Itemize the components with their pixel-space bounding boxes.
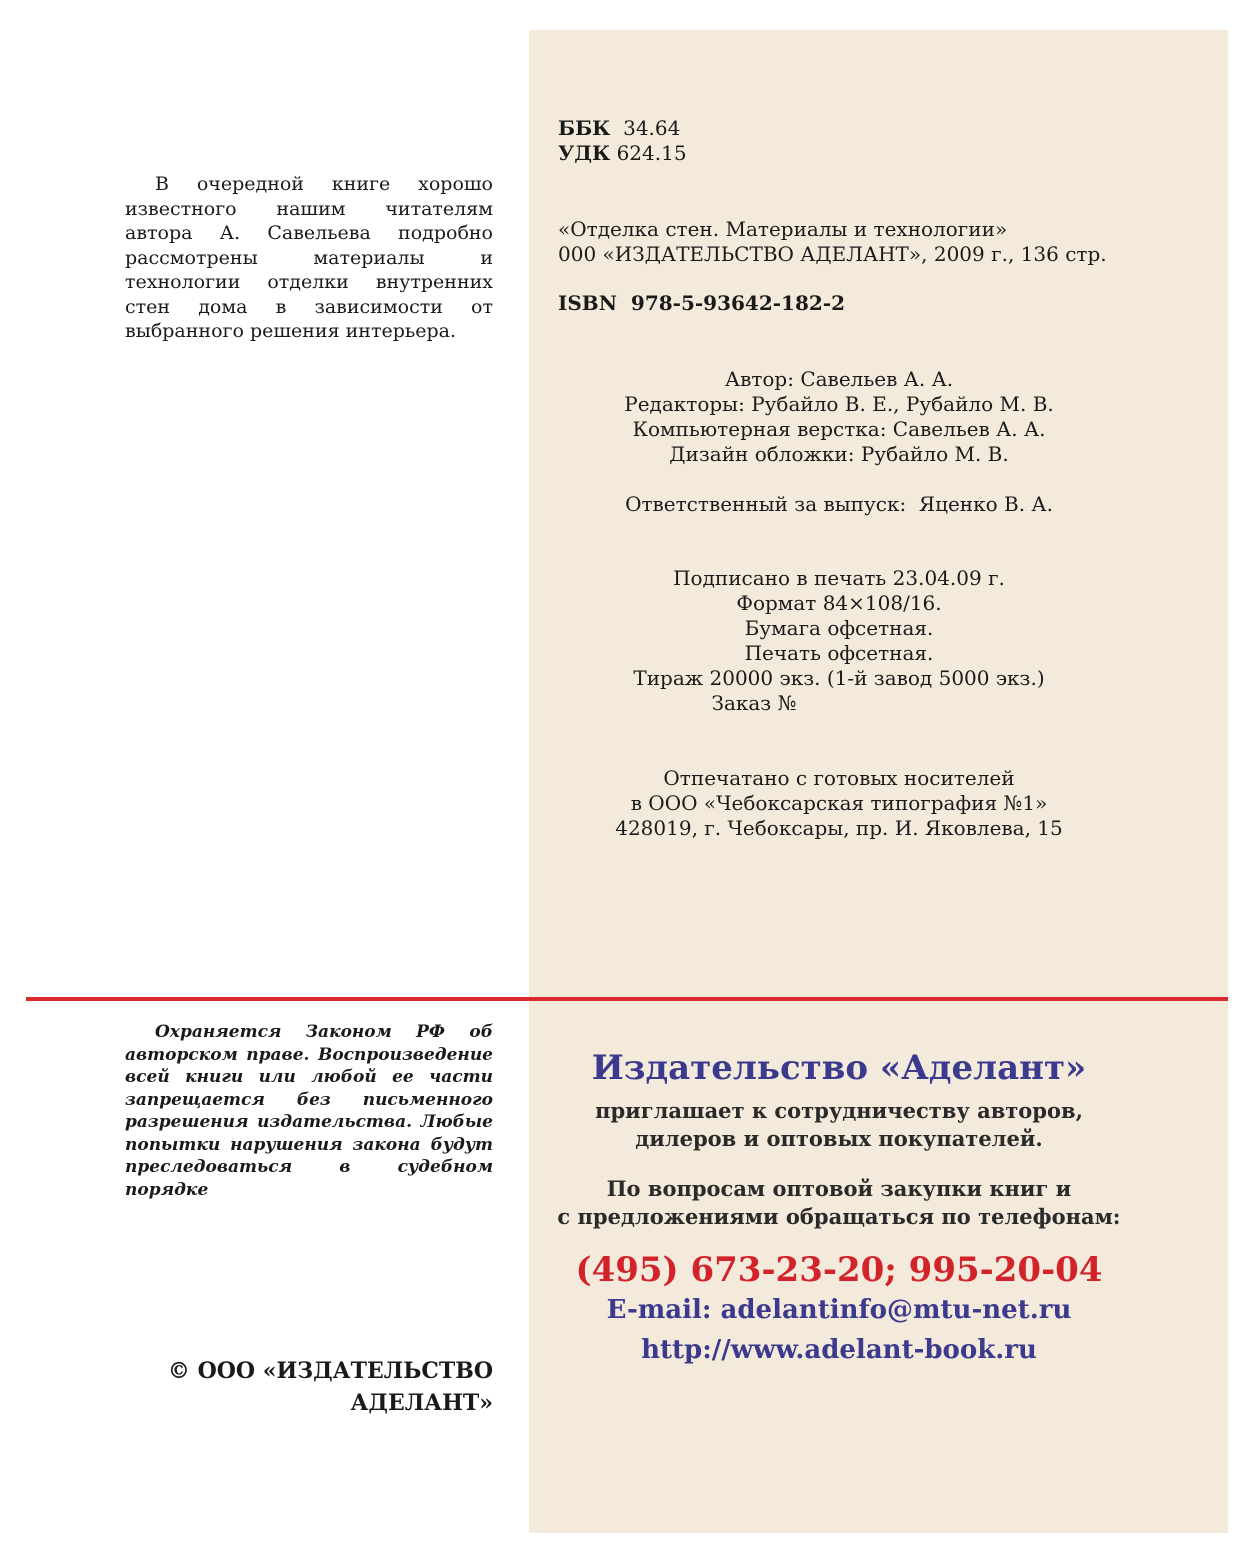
printed-by-line-1: Отпечатано с готовых носителей	[663, 766, 1015, 790]
print-info-block	[529, 566, 1149, 716]
ad-invite-line-2: дилеров и оптовых покупателей.	[635, 1126, 1043, 1151]
ad-invite-line-1: приглашает к сотрудничеству авторов,	[595, 1098, 1083, 1123]
print-run: Тираж 20000 экз. (1-й завод 5000 экз.)	[633, 666, 1045, 690]
publisher-ad-contact	[529, 1175, 1149, 1231]
print-paper: Бумага офсетная.	[744, 616, 934, 640]
publisher-email: E-mail: adelantinfo@mtu-net.ru	[606, 1295, 1072, 1325]
credit-editors: Редакторы: Рубайло В. Е., Рубайло М. В.	[624, 392, 1054, 416]
bbk-value: 34.64	[623, 116, 681, 140]
publisher-website: http://www.adelant-book.ru	[641, 1335, 1037, 1365]
copyright-holder: © ООО «ИЗДАТЕЛЬСТВО АДЕЛАНТ»	[167, 1358, 493, 1416]
print-signed-date: Подписано в печать 23.04.09 г.	[673, 566, 1005, 590]
printed-by-block	[529, 766, 1149, 841]
bbk-label: ББК	[558, 116, 611, 140]
credit-author: Автор: Савельев А. А.	[724, 367, 954, 391]
print-method: Печать офсетная.	[744, 641, 934, 665]
isbn: ISBN 978-5-93642-182-2	[558, 291, 846, 315]
ad-contact-line-2: с предложениями обращаться по телефонам:	[557, 1204, 1121, 1229]
publisher-ad-title: Издательство «Аделант»	[591, 1048, 1087, 1088]
publisher-ad-invite	[529, 1097, 1149, 1153]
credit-layout: Компьютерная верстка: Савельев А. А.	[632, 417, 1046, 441]
book-abstract: В очередной книге хорошо известного нашим читателям автора А. Савельева подробно рассмотрены материалы и технологии отделки внутренних стен дома в зависимости от выбранного решения интерьера.	[125, 173, 493, 342]
printed-by-address: 428019, г. Чебоксары, пр. И. Яковлева, 15	[615, 816, 1063, 840]
credits-block	[529, 367, 1149, 467]
udk-value: 624.15	[616, 141, 687, 165]
copyright-legal-notice: Охраняется Законом РФ об авторском праве. Воспроизведение всей книги или любой ее части запрещается без письменного разрешения издательства. Любые попытки нарушения закона будут преследоваться в судебном порядке	[125, 1022, 493, 1200]
classification-codes	[558, 116, 687, 166]
red-divider-line	[26, 997, 1228, 1001]
publisher-line: 000 «ИЗДАТЕЛЬСТВО АДЕЛАНТ», 2009 г., 136 стр.	[558, 242, 1107, 266]
print-format: Формат 84×108/16.	[736, 591, 942, 615]
printed-by-line-2: в ООО «Чебоксарская типография №1»	[630, 791, 1048, 815]
responsible-person: Ответственный за выпуск: Яценко В. А.	[625, 492, 1053, 516]
udk-label: УДК	[558, 141, 611, 165]
print-order-number: Заказ №	[711, 691, 797, 715]
ad-contact-line-1: По вопросам оптовой закупки книг и	[606, 1176, 1072, 1201]
book-title: «Отделка стен. Материалы и технологии»	[558, 217, 1008, 241]
credit-cover-design: Дизайн обложки: Рубайло М. В.	[669, 442, 1009, 466]
title-info	[558, 217, 1107, 267]
publisher-phones: (495) 673-23-20; 995-20-04	[575, 1250, 1103, 1290]
